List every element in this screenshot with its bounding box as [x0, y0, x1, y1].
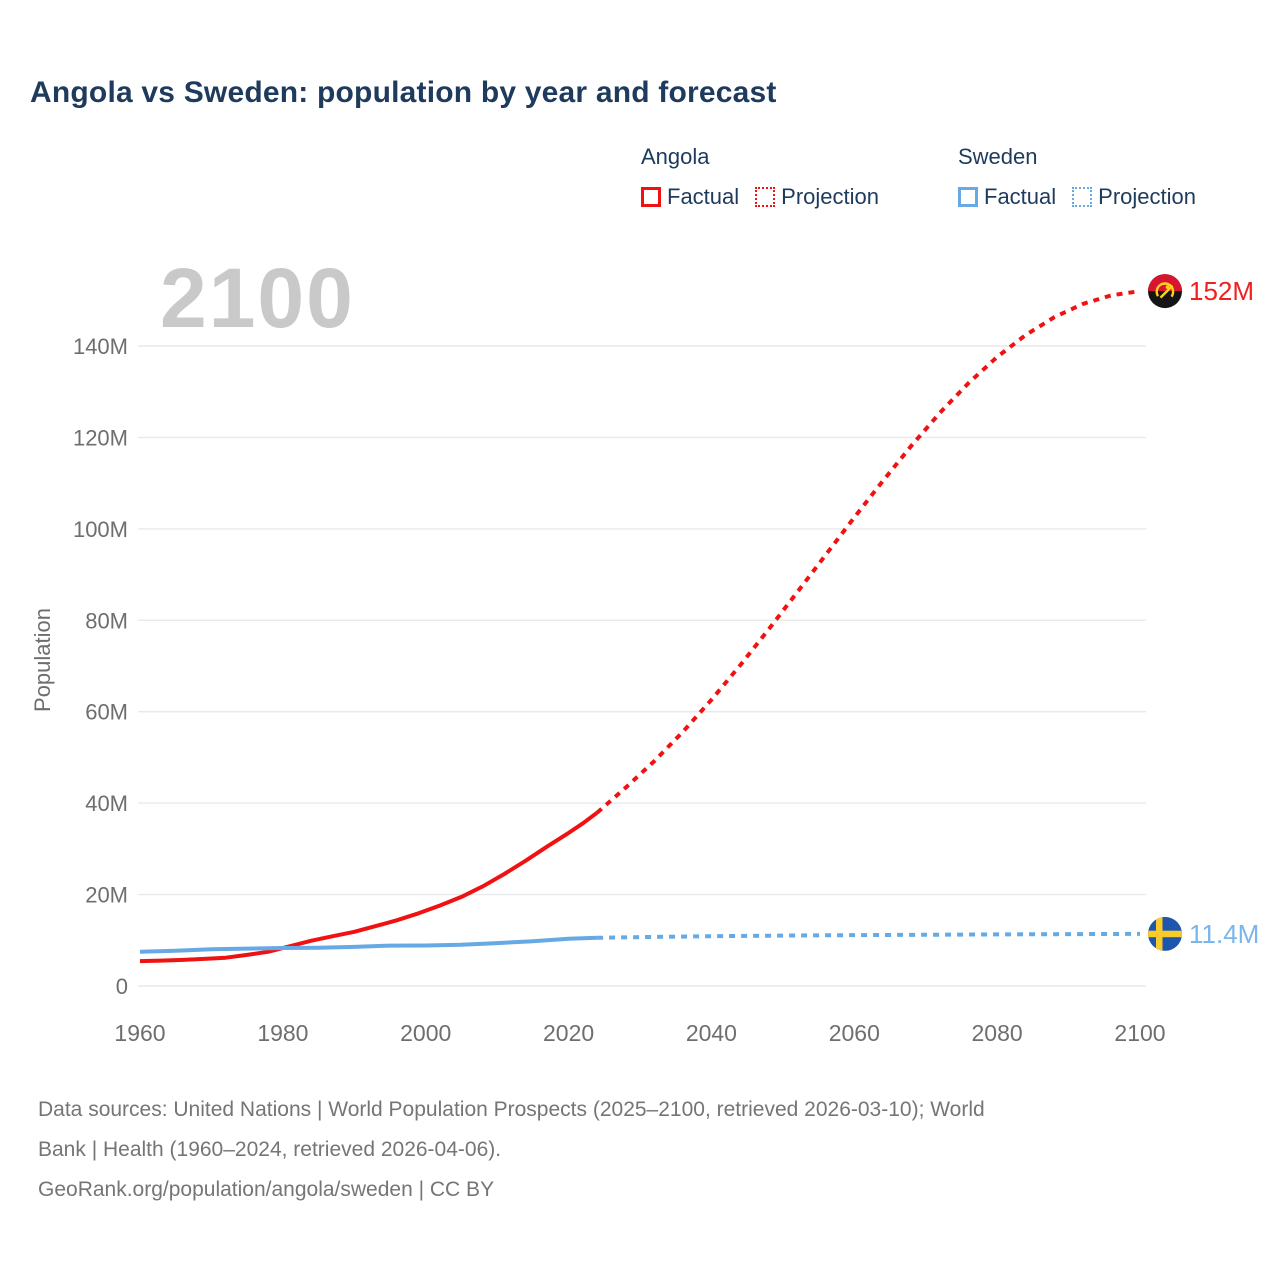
watermark-year: 2100 — [160, 251, 355, 345]
legend-label: Projection — [781, 184, 879, 209]
x-tick-label: 1960 — [114, 1020, 166, 1046]
series-angola-projection — [597, 291, 1140, 813]
sweden-end-value-label: 11.4M — [1189, 918, 1260, 949]
y-axis-title: Population — [30, 608, 55, 712]
legend-label: Projection — [1098, 184, 1196, 209]
y-axis-ticks — [73, 334, 128, 999]
x-tick-label: 1980 — [257, 1020, 309, 1046]
chart-series — [140, 291, 1140, 961]
data-sources-line-1: Data sources: United Nations | World Population Prospects (2025–2100, retrieved 2026-03-10); World — [38, 1098, 985, 1121]
data-sources-line-2: Bank | Health (1960–2024, retrieved 2026-04-06). — [38, 1138, 502, 1161]
x-tick-label: 2040 — [685, 1020, 737, 1046]
y-tick-label: 0 — [115, 974, 128, 999]
y-tick-label: 140M — [72, 334, 128, 359]
sweden-flag-marker — [1148, 917, 1259, 951]
y-tick-label: 100M — [72, 516, 128, 542]
y-tick-label: 80M — [85, 608, 128, 634]
y-tick-label: 20M — [85, 882, 128, 908]
sweden-flag-icon — [1148, 917, 1182, 951]
legend-label: Factual — [667, 184, 740, 209]
x-tick-label: 2100 — [1114, 1020, 1166, 1046]
angola-flag-star — [1166, 285, 1170, 289]
x-tick-label: 2060 — [828, 1020, 880, 1046]
legend-label: Factual — [984, 184, 1057, 209]
gridlines — [138, 346, 1146, 986]
legend-header-angola: Angola — [641, 144, 710, 169]
x-tick-label: 2020 — [543, 1020, 595, 1046]
y-tick-label: 60M — [85, 699, 128, 725]
legend-header-sweden: Sweden — [958, 144, 1038, 169]
page-title: Angola vs Sweden: population by year and forecast — [30, 76, 777, 109]
x-tick-label: 2000 — [400, 1020, 452, 1046]
series-angola-factual — [140, 813, 597, 961]
series-sweden-projection — [597, 934, 1140, 938]
footer — [38, 1090, 985, 1210]
angola-flag-marker — [1148, 274, 1254, 308]
y-tick-label: 120M — [72, 425, 128, 451]
x-tick-label: 2080 — [971, 1020, 1023, 1046]
attribution-line: GeoRank.org/population/angola/sweden | CC BY — [38, 1178, 495, 1201]
y-tick-label: 40M — [85, 791, 128, 817]
x-axis-ticks — [114, 1020, 1165, 1046]
series-sweden-factual — [140, 938, 597, 952]
angola-end-value-label: 152M — [1189, 276, 1255, 307]
